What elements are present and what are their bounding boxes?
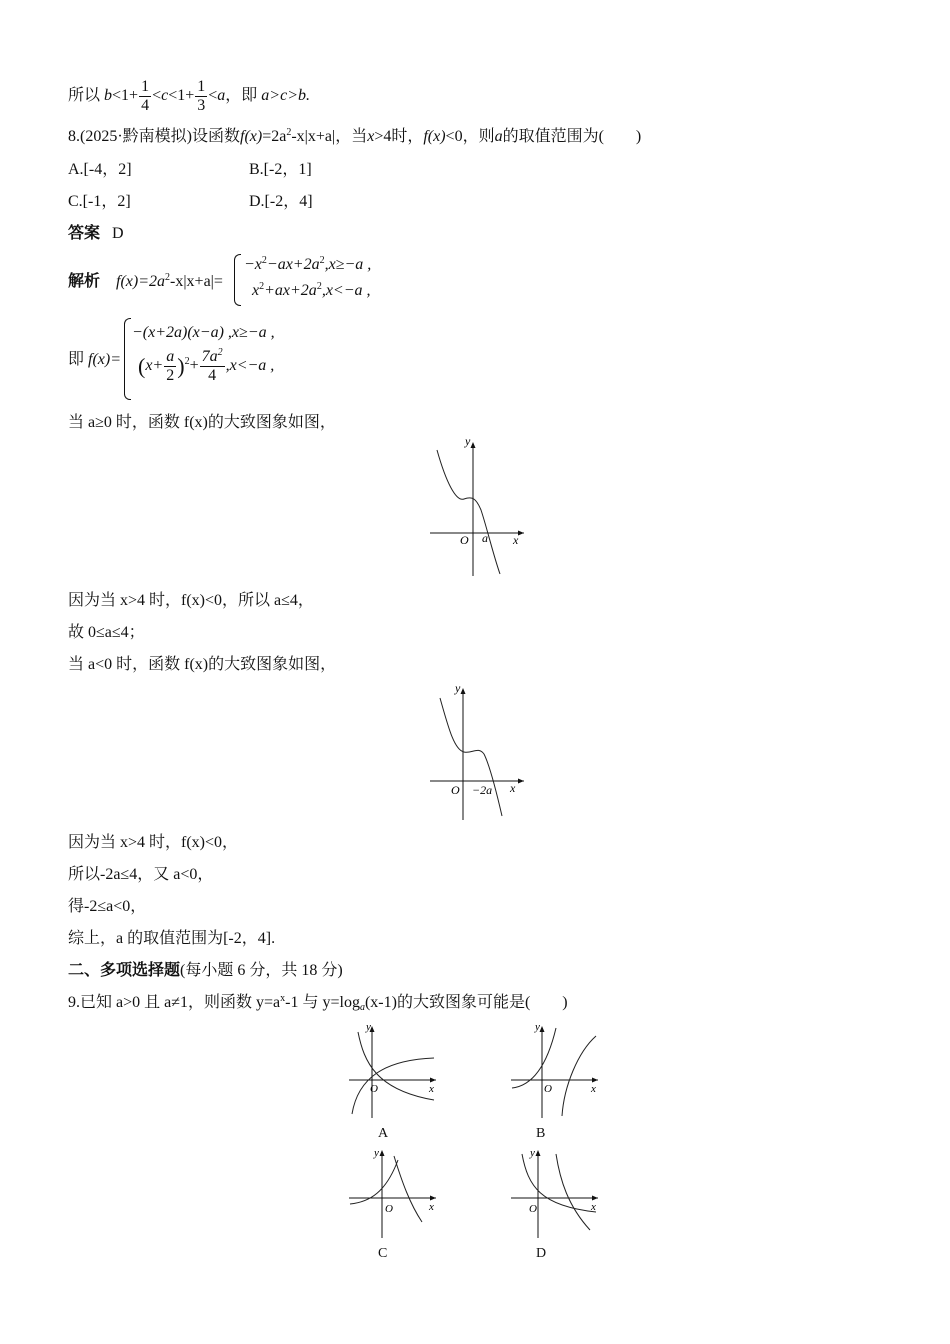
text-range-1: 故 0≤a≤4； <box>68 624 145 641</box>
text-f-neg: 因为当 x>4 时，f(x)<0， <box>68 834 239 851</box>
x-arrow <box>430 1196 436 1201</box>
text-neg2a: 所以-2a≤4，又 a<0， <box>68 866 214 883</box>
text-conclusion: 综上，a 的取值范围为[-2，4]. <box>68 930 276 947</box>
y-label: y <box>530 1147 535 1159</box>
option-c: C.[-1，2] <box>68 193 131 210</box>
choice-graph-c <box>344 1146 442 1242</box>
x-label: x <box>591 1201 596 1213</box>
analysis-label: 解析 <box>68 273 101 290</box>
origin-label: O <box>529 1203 537 1215</box>
x-arrow <box>592 1196 598 1201</box>
graph-case-a-nonneg <box>420 436 530 578</box>
a-label: a <box>482 531 488 545</box>
x-label: x <box>591 1083 596 1095</box>
answer-line <box>68 224 124 244</box>
option-b: B.[-2，1] <box>249 161 312 178</box>
neg-2a-label: −2a <box>472 783 493 797</box>
curve <box>440 698 502 816</box>
answer-label: 答案 <box>68 225 101 242</box>
left-brace <box>124 318 131 400</box>
log-curve <box>562 1036 596 1116</box>
x-arrow <box>518 531 524 536</box>
answer-value: D <box>112 225 124 242</box>
y-arrow <box>461 688 466 694</box>
y-label: y <box>535 1022 540 1033</box>
origin-label: O <box>460 533 469 547</box>
y-arrow <box>536 1150 541 1156</box>
y-arrow <box>540 1026 545 1032</box>
x-label: x <box>429 1201 434 1213</box>
origin-label: O <box>385 1203 393 1215</box>
y-arrow <box>380 1150 385 1156</box>
choice-graph-d <box>506 1146 604 1242</box>
question-8-stem: 8.(2025·黔南模拟)设函数$f(x)=2a^2-x|x+a|$，当x>4时，f(x)<0，则a的取值范围为( ) <box>68 127 642 145</box>
left-brace <box>234 254 241 306</box>
choice-label-d: D <box>536 1246 547 1261</box>
exp-curve <box>512 1028 556 1088</box>
y-label: y <box>465 436 471 448</box>
y-label: y <box>374 1147 379 1159</box>
y-label: y <box>366 1022 371 1033</box>
choice-graph-b <box>506 1022 604 1122</box>
text-range-2: 得-2≤a<0， <box>68 898 147 915</box>
origin-label: O <box>544 1083 552 1095</box>
origin-label: O <box>451 783 460 797</box>
choice-label-a: A <box>378 1126 389 1141</box>
text-case-a-neg: 当 a<0 时，函数 f(x)的大致图象如图， <box>68 656 337 673</box>
section-2-heading: 二、多项选择题(每小题 6 分，共 18 分) <box>68 962 343 979</box>
solution-line-conclusion: 所以 b<1+ $\frac{1}{4}$ <c<1+ $\frac{1}{3}$ <a，即 a>c>b. <box>68 78 310 114</box>
fraction-one-quarter: $\frac{1}{4}$ <box>141 78 150 114</box>
exp-curve <box>350 1160 398 1204</box>
x-label: x <box>510 781 516 795</box>
x-arrow <box>518 779 524 784</box>
option-d: D.[-2，4] <box>249 193 313 210</box>
fraction-one-third: $\frac{1}{3}$ <box>197 78 206 114</box>
analysis-lhs: 解析 $f(x)=2a^2-x|x+a|=$ <box>68 272 223 290</box>
x-label: x <box>513 533 519 547</box>
text-case-a-nonneg: 当 a≥0 时，函数 f(x)的大致图象如图， <box>68 414 336 431</box>
question-9-stem: 9.已知 a>0 且 a≠1，则函数 $y=a^x-1$ 与 $y=\log_a(x-1)$的大致图象可能是( ) <box>68 993 568 1013</box>
text-a-le-4: 因为当 x>4 时，f(x)<0，所以 a≤4， <box>68 592 314 609</box>
x-arrow <box>592 1078 598 1083</box>
y-label: y <box>455 681 461 695</box>
origin-label: O <box>370 1083 378 1095</box>
graph-case-a-neg <box>420 680 530 822</box>
x-label: x <box>429 1083 434 1095</box>
y-arrow <box>471 442 476 448</box>
choice-label-c: C <box>378 1246 388 1261</box>
ji-lhs: 即 f(x)= <box>68 351 122 368</box>
x-arrow <box>430 1078 436 1083</box>
option-a: A.[-4，2] <box>68 161 132 178</box>
log-curve <box>556 1154 590 1230</box>
log-curve <box>394 1156 422 1222</box>
choice-label-b: B <box>536 1126 546 1141</box>
curve <box>437 450 500 574</box>
choice-graph-a <box>344 1022 442 1122</box>
